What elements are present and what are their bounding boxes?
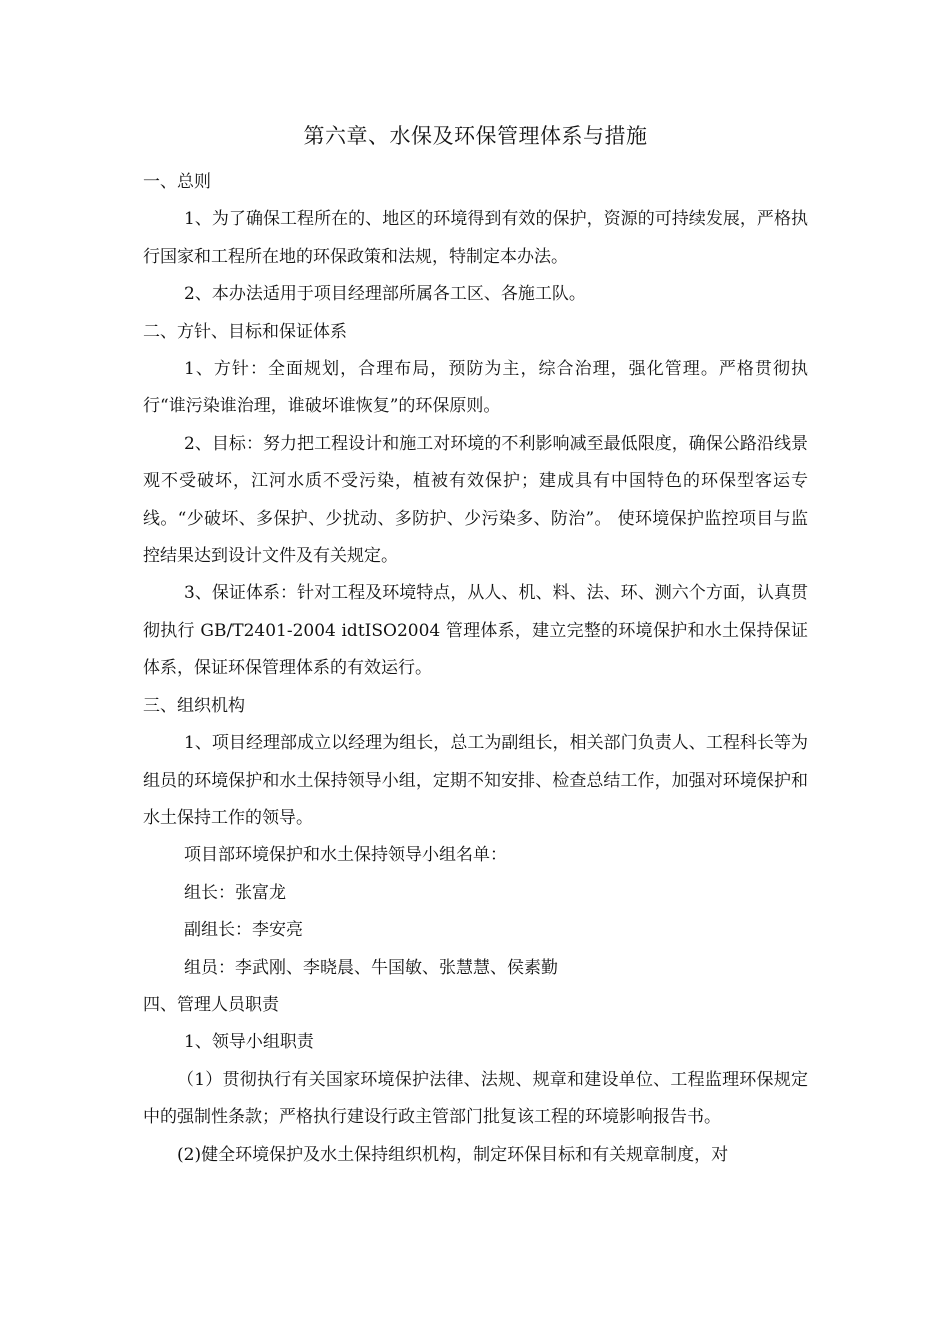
section-heading-organization: 三、组织机构 [143, 695, 245, 716]
paragraph: 3、保证体系：针对工程及环境特点，从人、机、料、法、环、测六个方面，认真贯彻执行 GB/T2401-2004 idtISO2004 管理体系，建立完整的环境保护和水土保持保证体系，保证环保管理体系的有效运行。 [143, 583, 808, 679]
paragraph: 1、方针：全面规划，合理布局，预防为主，综合治理，强化管理。严格贯彻执行“谁污染谁治理，谁破坏谁恢复”的环保原则。 [143, 359, 808, 417]
paragraph: 组长：张富龙 [184, 882, 286, 903]
section-heading-policy: 二、方针、目标和保证体系 [143, 321, 347, 342]
paragraph: 2、目标：努力把工程设计和施工对环境的不利影响减至最低限度，确保公路沿线景观不受破坏，江河水质不受污染，植被有效保护；建成具有中国特色的环保型客运专线。“少破坏、多保护、少扰动、多防护、少污染多、防治”。 使环境保护监控项目与监控结果达到设计文件及有关规定。 [143, 433, 808, 567]
paragraph: (2)健全环境保护及水土保持组织机构，制定环保目标和有关规章制度，对 [177, 1144, 729, 1165]
paragraph: 1、为了确保工程所在的、地区的环境得到有效的保护，资源的可持续发展，严格执行国家和工程所在地的环保政策和法规，特制定本办法。 [143, 209, 808, 267]
paragraph: （1）贯彻执行有关国家环境保护法律、法规、规章和建设单位、工程监理环保规定中的强制性条款；严格执行建设行政主管部门批复该工程的环境影响报告书。 [143, 1069, 808, 1128]
paragraph: 组员：李武刚、李晓晨、牛国敏、张慧慧、侯素勤 [184, 957, 558, 978]
paragraph: 2、本办法适用于项目经理部所属各工区、各施工队。 [184, 284, 586, 305]
paragraph: 项目部环境保护和水土保持领导小组名单： [184, 845, 507, 866]
document-body [143, 164, 808, 1174]
paragraph: 副组长：李安亮 [184, 920, 303, 941]
document-page [143, 118, 808, 1174]
section-heading-duties: 四、管理人员职责 [143, 994, 279, 1015]
document-title: 第六章、水保及环保管理体系与措施 [303, 124, 648, 148]
paragraph: 1、领导小组职责 [184, 1032, 314, 1053]
section-heading-general: 一、总则 [143, 172, 211, 192]
paragraph: 1、项目经理部成立以经理为组长，总工为副组长，相关部门负责人、工程科长等为组员的环境保护和水土保持领导小组，定期不知安排、检查总结工作，加强对环境保护和水土保持工作的领导。 [143, 733, 808, 828]
